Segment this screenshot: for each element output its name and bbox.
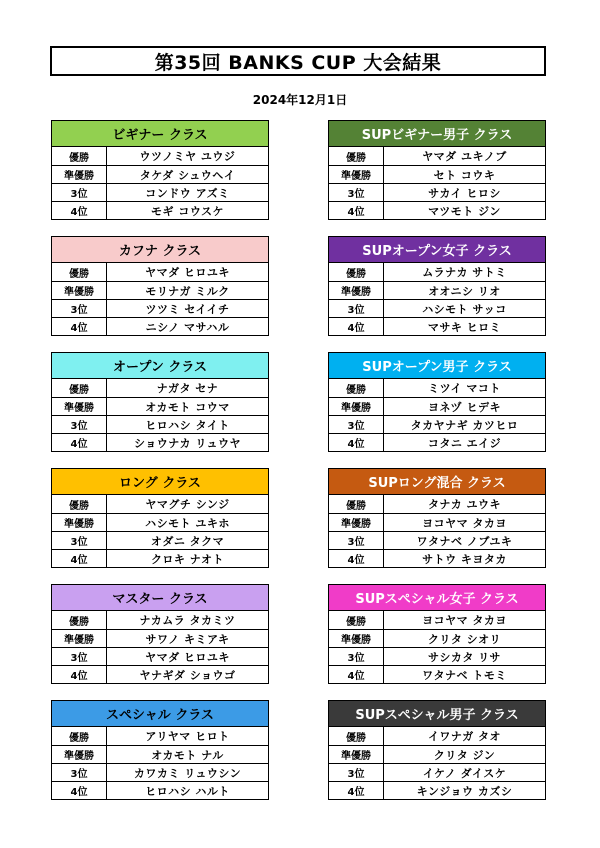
competitor-name: オダニ タクマ <box>150 534 225 548</box>
competitor-name: ショウナカ リュウヤ <box>133 436 242 450</box>
competitor-name: コタニ エイジ <box>427 436 502 450</box>
result-row <box>52 549 268 567</box>
rank-label: 4位 <box>52 782 107 799</box>
competitor-name: オカモト ナル <box>151 748 224 762</box>
competitor-name: ヒロハシ タイト <box>145 418 230 432</box>
rank-label: 3位 <box>329 764 384 781</box>
competitor-name: ヨコヤマ タカヨ <box>422 614 507 627</box>
rank-label: 優勝 <box>329 379 384 397</box>
competitor-name: ワタナベ トモミ <box>422 668 507 682</box>
rank-label: 優勝 <box>52 379 107 397</box>
result-row <box>329 763 545 781</box>
rank-label: 4位 <box>329 782 384 799</box>
result-row <box>329 379 545 397</box>
result-row <box>329 299 545 317</box>
rank-label: 3位 <box>52 532 107 549</box>
competitor-name: オオニシ リオ <box>428 284 501 298</box>
result-row <box>52 263 268 281</box>
rank-label: 3位 <box>329 416 384 433</box>
rank-label: 優勝 <box>329 263 384 281</box>
competitor-name: ヤナギダ ショウゴ <box>139 668 236 682</box>
competitor-name: ムラナカ サトミ <box>422 266 507 279</box>
rank-label: 優勝 <box>52 727 107 745</box>
competitor-name: ヤマダ ユキノブ <box>422 150 507 163</box>
event-date: 2024年12月1日 <box>252 93 348 107</box>
class-block <box>51 236 269 336</box>
rank-label: 4位 <box>329 550 384 567</box>
result-row <box>329 495 545 513</box>
result-row <box>329 513 545 531</box>
competitor-name: ニシノ マサハル <box>145 320 230 334</box>
rank-label: 準優勝 <box>329 398 384 415</box>
result-row <box>52 611 268 629</box>
rank-label: 準優勝 <box>52 514 107 531</box>
rank-label: 3位 <box>52 764 107 781</box>
class-block <box>328 236 546 336</box>
page-title: 第35回 BANKS CUP 大会結果 <box>50 46 546 76</box>
result-row <box>329 647 545 665</box>
rank-label: 3位 <box>329 648 384 665</box>
result-row <box>52 629 268 647</box>
competitor-name: ハシモト サッコ <box>422 302 507 316</box>
result-row <box>52 201 268 219</box>
competitor-name: ナカムラ タカミツ <box>139 614 236 627</box>
rank-label: 優勝 <box>52 611 107 629</box>
rank-label: 3位 <box>329 184 384 201</box>
competitor-name: アリヤマ ヒロト <box>145 730 230 743</box>
class-title: スペシャル クラス <box>52 701 268 727</box>
competitor-name: サワノ キミアキ <box>145 632 230 646</box>
rank-label: 準優勝 <box>52 746 107 763</box>
competitor-name: ヨコヤマ タカヨ <box>422 516 507 530</box>
rank-label: 4位 <box>329 318 384 335</box>
competitor-name: モギ コウスケ <box>151 204 224 218</box>
competitor-name: イワナガ タオ <box>427 730 502 743</box>
result-row <box>52 513 268 531</box>
result-row <box>52 281 268 299</box>
result-row <box>329 183 545 201</box>
class-title: SUPスペシャル男子 クラス <box>329 701 545 727</box>
rank-label: 優勝 <box>329 727 384 745</box>
competitor-name: ツツミ セイイチ <box>145 302 230 316</box>
result-row <box>52 727 268 745</box>
result-row <box>52 495 268 513</box>
result-row <box>52 665 268 683</box>
class-block <box>328 468 546 568</box>
class-title: SUPオープン女子 クラス <box>329 237 545 263</box>
rank-label: 4位 <box>329 202 384 219</box>
class-block <box>328 700 546 800</box>
class-block <box>51 468 269 568</box>
rank-label: 3位 <box>329 532 384 549</box>
competitor-name: セト コウキ <box>433 168 496 182</box>
class-block <box>328 584 546 684</box>
result-row <box>329 745 545 763</box>
result-row <box>329 629 545 647</box>
result-row <box>52 531 268 549</box>
rank-label: 4位 <box>329 434 384 451</box>
competitor-name: ヒロハシ ハルト <box>145 784 230 798</box>
competitor-name: ヤマダ ヒロユキ <box>145 650 230 664</box>
rank-label: 準優勝 <box>52 630 107 647</box>
result-row <box>329 317 545 335</box>
competitor-name: タカヤナギ カツヒロ <box>410 418 519 432</box>
result-row <box>329 781 545 799</box>
class-block <box>51 584 269 684</box>
competitor-name: クリタ ジン <box>433 748 496 762</box>
competitor-name: クロキ ナオト <box>150 552 225 566</box>
rank-label: 準優勝 <box>329 166 384 183</box>
result-row <box>52 647 268 665</box>
competitor-name: キンジョウ カズシ <box>416 784 513 798</box>
competitor-name: オカモト コウマ <box>145 400 230 414</box>
result-row <box>329 263 545 281</box>
result-row <box>329 165 545 183</box>
result-row <box>52 415 268 433</box>
class-title: SUPスペシャル女子 クラス <box>329 585 545 611</box>
rank-label: 優勝 <box>52 147 107 165</box>
class-block <box>328 352 546 452</box>
rank-label: 4位 <box>52 666 107 683</box>
result-row <box>329 281 545 299</box>
competitor-name: マツモト ジン <box>428 204 501 218</box>
result-row <box>329 201 545 219</box>
result-row <box>52 433 268 451</box>
competitor-name: カワカミ リュウシン <box>133 766 242 780</box>
class-title: SUPロング混合 クラス <box>329 469 545 495</box>
result-row <box>329 665 545 683</box>
result-row <box>52 379 268 397</box>
competitor-name: ヨネヅ ヒデキ <box>428 400 501 414</box>
competitor-name: ミツイ マコト <box>428 382 501 395</box>
rank-label: 準優勝 <box>329 282 384 299</box>
competitor-name: イケノ ダイスケ <box>422 766 507 780</box>
rank-label: 4位 <box>52 434 107 451</box>
result-row <box>52 147 268 165</box>
result-row <box>329 397 545 415</box>
rank-label: 優勝 <box>329 147 384 165</box>
rank-label: 準優勝 <box>329 514 384 531</box>
result-row <box>329 415 545 433</box>
class-block <box>328 120 546 220</box>
rank-label: 優勝 <box>329 495 384 513</box>
rank-label: 3位 <box>52 648 107 665</box>
result-row <box>52 165 268 183</box>
competitor-name: タナカ ユウキ <box>427 498 502 511</box>
class-block <box>51 700 269 800</box>
class-title: カフナ クラス <box>52 237 268 263</box>
competitor-name: マサキ ヒロミ <box>427 320 502 334</box>
class-title: ビギナー クラス <box>52 121 268 147</box>
result-row <box>329 727 545 745</box>
competitor-name: クリタ シオリ <box>427 632 502 646</box>
rank-label: 優勝 <box>52 495 107 513</box>
result-row <box>329 611 545 629</box>
rank-label: 3位 <box>52 300 107 317</box>
class-title: SUPビギナー男子 クラス <box>329 121 545 147</box>
competitor-name: ヤマグチ シンジ <box>145 498 230 511</box>
result-row <box>52 317 268 335</box>
rank-label: 3位 <box>329 300 384 317</box>
rank-label: 4位 <box>52 550 107 567</box>
competitor-name: ワタナベ ノブユキ <box>416 534 513 548</box>
result-row <box>329 433 545 451</box>
rank-label: 4位 <box>329 666 384 683</box>
competitor-name: タケダ シュウヘイ <box>139 168 236 182</box>
rank-label: 3位 <box>52 184 107 201</box>
result-row <box>52 763 268 781</box>
competitor-name: サトウ キヨタカ <box>422 552 507 566</box>
result-row <box>329 549 545 567</box>
competitor-name: サシカタ リサ <box>428 650 501 664</box>
competitor-name: モリナガ ミルク <box>145 284 230 298</box>
competitor-name: ウツノミヤ ユウジ <box>139 150 236 163</box>
class-title: SUPオープン男子 クラス <box>329 353 545 379</box>
result-row <box>52 299 268 317</box>
rank-label: 準優勝 <box>329 630 384 647</box>
rank-label: 4位 <box>52 318 107 335</box>
rank-label: 優勝 <box>329 611 384 629</box>
competitor-name: ナガタ セナ <box>156 382 219 395</box>
competitor-name: ハシモト ユキホ <box>145 516 230 530</box>
result-row <box>329 531 545 549</box>
rank-label: 準優勝 <box>52 282 107 299</box>
rank-label: 優勝 <box>52 263 107 281</box>
rank-label: 4位 <box>52 202 107 219</box>
result-row <box>52 397 268 415</box>
competitor-name: サカイ ヒロシ <box>428 186 501 200</box>
rank-label: 準優勝 <box>52 398 107 415</box>
class-block <box>51 352 269 452</box>
result-row <box>329 147 545 165</box>
result-row <box>52 781 268 799</box>
competitor-name: コンドウ アズミ <box>145 186 230 200</box>
class-title: ロング クラス <box>52 469 268 495</box>
result-row <box>52 745 268 763</box>
result-row <box>52 183 268 201</box>
class-block <box>51 120 269 220</box>
competitor-name: ヤマダ ヒロユキ <box>145 266 230 279</box>
rank-label: 準優勝 <box>52 166 107 183</box>
rank-label: 3位 <box>52 416 107 433</box>
rank-label: 準優勝 <box>329 746 384 763</box>
class-title: マスター クラス <box>52 585 268 611</box>
class-title: オープン クラス <box>52 353 268 379</box>
